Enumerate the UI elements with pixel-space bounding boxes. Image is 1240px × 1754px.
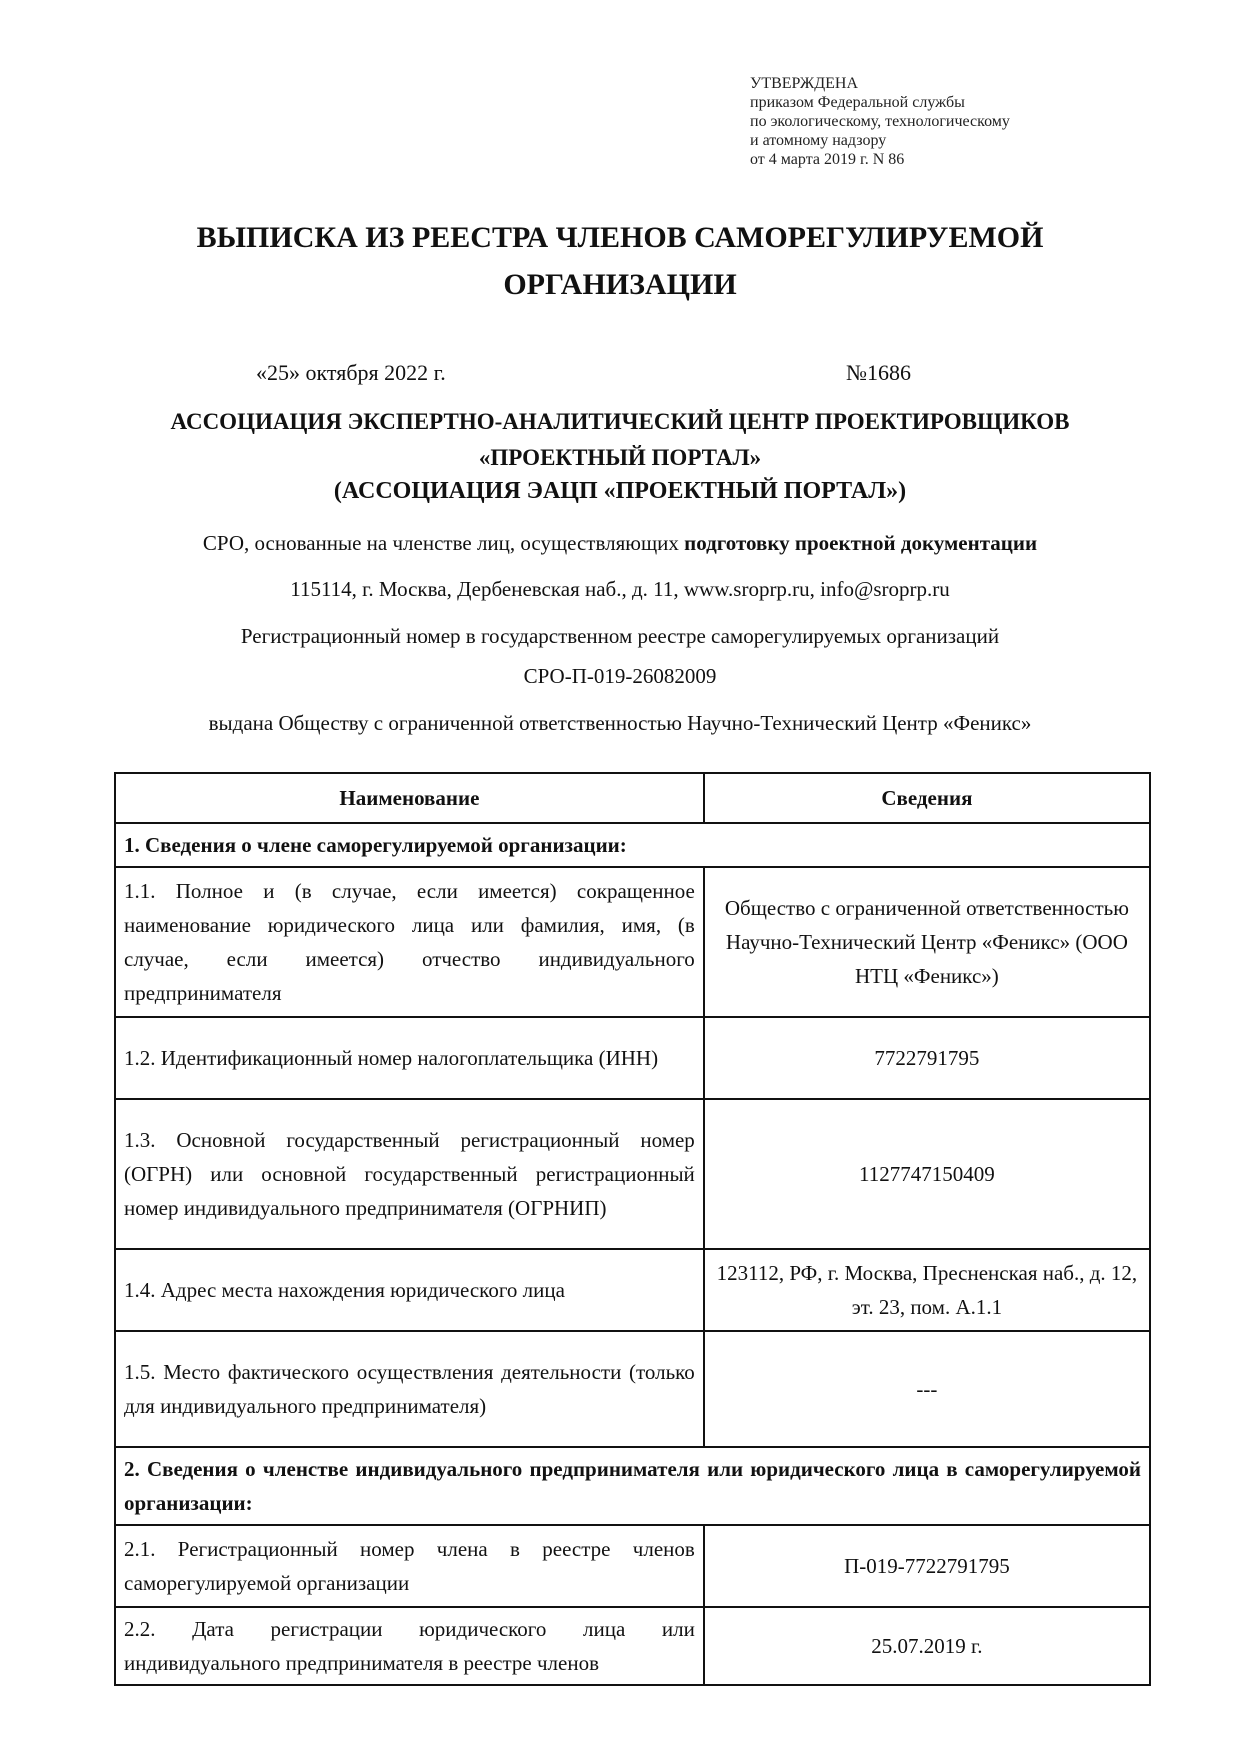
sro-type	[0, 531, 1240, 556]
organization-short-name: (АССОЦИАЦИЯ ЭАЦП «ПРОЕКТНЫЙ ПОРТАЛ»)	[333, 478, 907, 504]
table-row	[115, 1017, 1150, 1099]
table-header-row	[115, 773, 1150, 823]
section-row	[115, 1447, 1150, 1525]
row-value: Общество с ограниченной ответственностью Научно-Технический Центр «Феникс» (ООО НТЦ «Феникс»)	[704, 867, 1150, 1017]
row-value: П-019-7722791795	[704, 1525, 1150, 1607]
row-value: 7722791795	[704, 1017, 1150, 1099]
column-header-name: Наименование	[115, 773, 704, 823]
approval-line: от 4 марта 2019 г. N 86	[750, 151, 905, 168]
row-value: 123112, РФ, г. Москва, Пресненская наб., д. 12, эт. 23, пом. А.1.1	[704, 1249, 1150, 1331]
document-title-line: ОРГАНИЗАЦИИ	[503, 268, 737, 301]
row-label: 1.2. Идентификационный номер налогоплательщика (ИНН)	[115, 1017, 704, 1099]
row-label: 1.5. Место фактического осуществления деятельности (только для индивидуального предпринимателя)	[115, 1331, 704, 1447]
row-value: 1127747150409	[704, 1099, 1150, 1249]
approval-line: и атомному надзору	[750, 132, 887, 149]
section-title: 2. Сведения о членстве индивидуального предпринимателя или юридического лица в саморегулируемой организации:	[115, 1447, 1150, 1525]
column-header-info: Сведения	[704, 773, 1150, 823]
registry-table	[114, 772, 1151, 1686]
table-row	[115, 1331, 1150, 1447]
document-number: №1686	[846, 360, 911, 385]
organization-address: 115114, г. Москва, Дербеневская наб., д. 11, www.sroprp.ru, info@sroprp.ru	[290, 577, 950, 601]
issued-to: выдана Обществу с ограниченной ответственностью Научно-Технический Центр «Феникс»	[208, 711, 1032, 735]
document-title	[0, 214, 1240, 308]
table-row	[115, 1607, 1150, 1685]
table-row	[115, 1099, 1150, 1249]
table-row	[115, 867, 1150, 1017]
organization-name-line: АССОЦИАЦИЯ ЭКСПЕРТНО-АНАЛИТИЧЕСКИЙ ЦЕНТР ПРОЕКТИРОВЩИКОВ	[170, 409, 1070, 434]
organization-name-line: «ПРОЕКТНЫЙ ПОРТАЛ»	[478, 445, 762, 470]
row-label: 1.4. Адрес места нахождения юридического лица	[115, 1249, 704, 1331]
registration-number: СРО-П-019-26082009	[523, 664, 717, 688]
organization-name	[0, 404, 1240, 476]
table-row	[115, 1525, 1150, 1607]
approval-line: приказом Федеральной службы	[750, 94, 965, 111]
document-title-line: ВЫПИСКА ИЗ РЕЕСТРА ЧЛЕНОВ САМОРЕГУЛИРУЕМОЙ	[196, 221, 1044, 254]
approval-line: УТВЕРЖДЕНА	[750, 75, 859, 92]
table-row	[115, 1249, 1150, 1331]
row-label: 1.3. Основной государственный регистрационный номер (ОГРН) или основной государственный регистрационный номер индивидуального предпринимателя (ОГРНИП)	[115, 1099, 704, 1249]
row-label: 2.1. Регистрационный номер члена в реестре членов саморегулируемой организации	[115, 1525, 704, 1607]
sro-type-prefix: СРО, основанные на членстве лиц, осуществляющих	[202, 531, 685, 555]
approval-stamp	[750, 74, 1010, 169]
sro-type-activity: подготовку проектной документации	[684, 531, 1038, 555]
section-title: 1. Сведения о члене саморегулируемой организации:	[115, 823, 1150, 867]
row-label: 2.2. Дата регистрации юридического лица или индивидуального предпринимателя в реестре членов	[115, 1607, 704, 1685]
approval-line: по экологическому, технологическому	[750, 113, 1010, 130]
section-row	[115, 823, 1150, 867]
row-value: ---	[704, 1331, 1150, 1447]
row-value: 25.07.2019 г.	[704, 1607, 1150, 1685]
registration-label: Регистрационный номер в государственном реестре саморегулируемых организаций	[240, 624, 1000, 648]
row-label: 1.1. Полное и (в случае, если имеется) сокращенное наименование юридического лица или фамилия, имя, (в случае, если имеется) отчество индивидуального предпринимателя	[115, 867, 704, 1017]
document-date: «25» октября 2022 г.	[256, 360, 446, 385]
